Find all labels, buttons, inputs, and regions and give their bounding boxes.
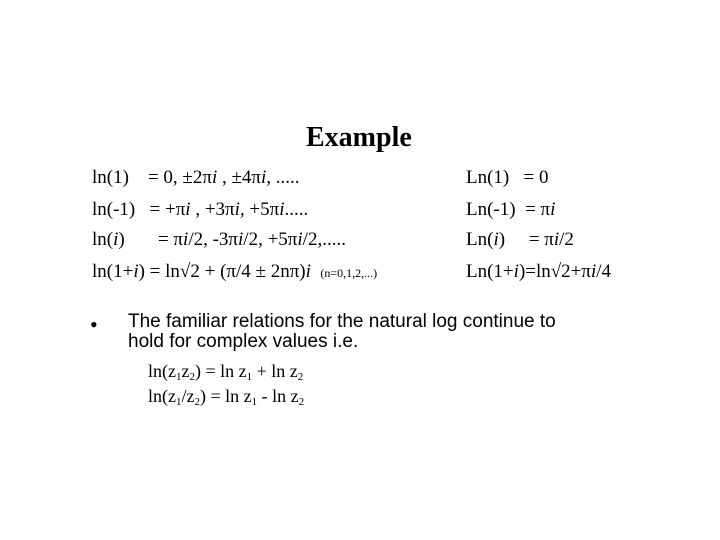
equation-segment: = π: [124, 229, 184, 250]
equation-segment: i: [238, 229, 244, 250]
equation-segment: i: [591, 261, 597, 282]
equation-segment: i: [513, 261, 519, 282]
equation-row-3-left: [92, 229, 346, 251]
relation-quotient-part: /z: [181, 386, 195, 406]
equation-segment: .....: [284, 199, 309, 220]
equation-segment: i,: [261, 167, 272, 188]
equation-row-2-right: [466, 199, 555, 221]
equation-segment: i: [550, 199, 556, 220]
equation-row-2-left: [92, 199, 308, 221]
equation-row-3-right: [466, 229, 574, 251]
equation-segment: ln(: [92, 229, 114, 250]
relation-product: [148, 360, 303, 382]
relation-quotient-sub: 1: [175, 396, 182, 408]
bullet-text: [128, 312, 556, 352]
relation-quotient-part: - ln z: [257, 386, 299, 406]
relation-quotient-part: ) = ln z: [199, 386, 252, 406]
equation-segment: ln(1+: [92, 261, 134, 282]
relation-product-part: ln(z: [148, 361, 176, 381]
equation-segment: ) = ln√2 + (π/4 ± 2nπ): [138, 261, 306, 282]
equation-note: (n=0,1,2,...): [320, 266, 378, 280]
equation-segment: ): [118, 229, 125, 250]
equation-segment: Ln(1) = 0: [466, 167, 549, 188]
equation-segment: i: [305, 261, 311, 282]
equation-segment: i: [185, 199, 191, 220]
equation-segment: ln(1): [92, 167, 129, 188]
equation-segment: i: [493, 229, 499, 250]
relation-product-sub: 1: [175, 371, 182, 383]
equation-segment: /4: [596, 261, 612, 282]
equation-segment: )=ln√2+π: [518, 261, 591, 282]
equation-segment: /2,.....: [302, 229, 346, 250]
relation-quotient-sub: 1: [251, 396, 258, 408]
equation-segment: i,: [234, 199, 245, 220]
equation-segment: .....: [271, 167, 300, 188]
relation-quotient-sub: 2: [194, 396, 200, 408]
equation-segment: i: [113, 229, 119, 250]
bullet-line-2: hold for complex values i.e.: [128, 331, 359, 352]
equation-segment: i: [211, 167, 218, 188]
relation-product-part: z: [181, 361, 190, 381]
relation-quotient-part: ln(z: [148, 386, 176, 406]
slide-title: Example: [306, 122, 412, 153]
equation-segment: i: [183, 229, 189, 250]
equation-segment: i: [279, 199, 285, 220]
relation-product-sub: 2: [189, 371, 195, 383]
equation-row-1-left: [92, 167, 300, 189]
equation-segment: = +π: [135, 199, 186, 220]
bullet-marker: •: [90, 312, 98, 337]
equation-segment: /2, +5π: [243, 229, 298, 250]
equation-row-4-left: [92, 261, 377, 284]
equation-segment: /2: [559, 229, 574, 250]
equation-segment: i: [553, 229, 560, 250]
relation-product-part: ) = ln z: [194, 361, 247, 381]
equation-segment: /2, -3π: [188, 229, 239, 250]
bullet-line-1: The familiar relations for the natural log continue to: [128, 311, 556, 332]
relation-quotient: [148, 385, 304, 407]
equation-segment: ) = π: [498, 229, 554, 250]
relation-product-part: + ln z: [252, 361, 298, 381]
equation-segment: Ln(: [466, 229, 494, 250]
relation-quotient-sub: 2: [298, 396, 305, 408]
equation-segment: [311, 261, 321, 282]
relation-product-sub: 2: [297, 371, 304, 383]
equation-segment: ln(-1): [92, 199, 136, 220]
equation-segment: Ln(1+: [466, 261, 514, 282]
equation-segment: , +3π: [190, 199, 235, 220]
equation-row-1-right: [466, 167, 548, 189]
equation-segment: +5π: [244, 199, 280, 220]
equation-row-4-right: [466, 261, 611, 283]
equation-segment: = 0, ±2π: [128, 167, 212, 188]
equation-segment: i: [133, 261, 139, 282]
equation-segment: i: [297, 229, 303, 250]
equation-segment: Ln(-1) = π: [466, 199, 551, 220]
relation-product-sub: 1: [246, 371, 253, 383]
equation-segment: , ±4π: [217, 167, 261, 188]
